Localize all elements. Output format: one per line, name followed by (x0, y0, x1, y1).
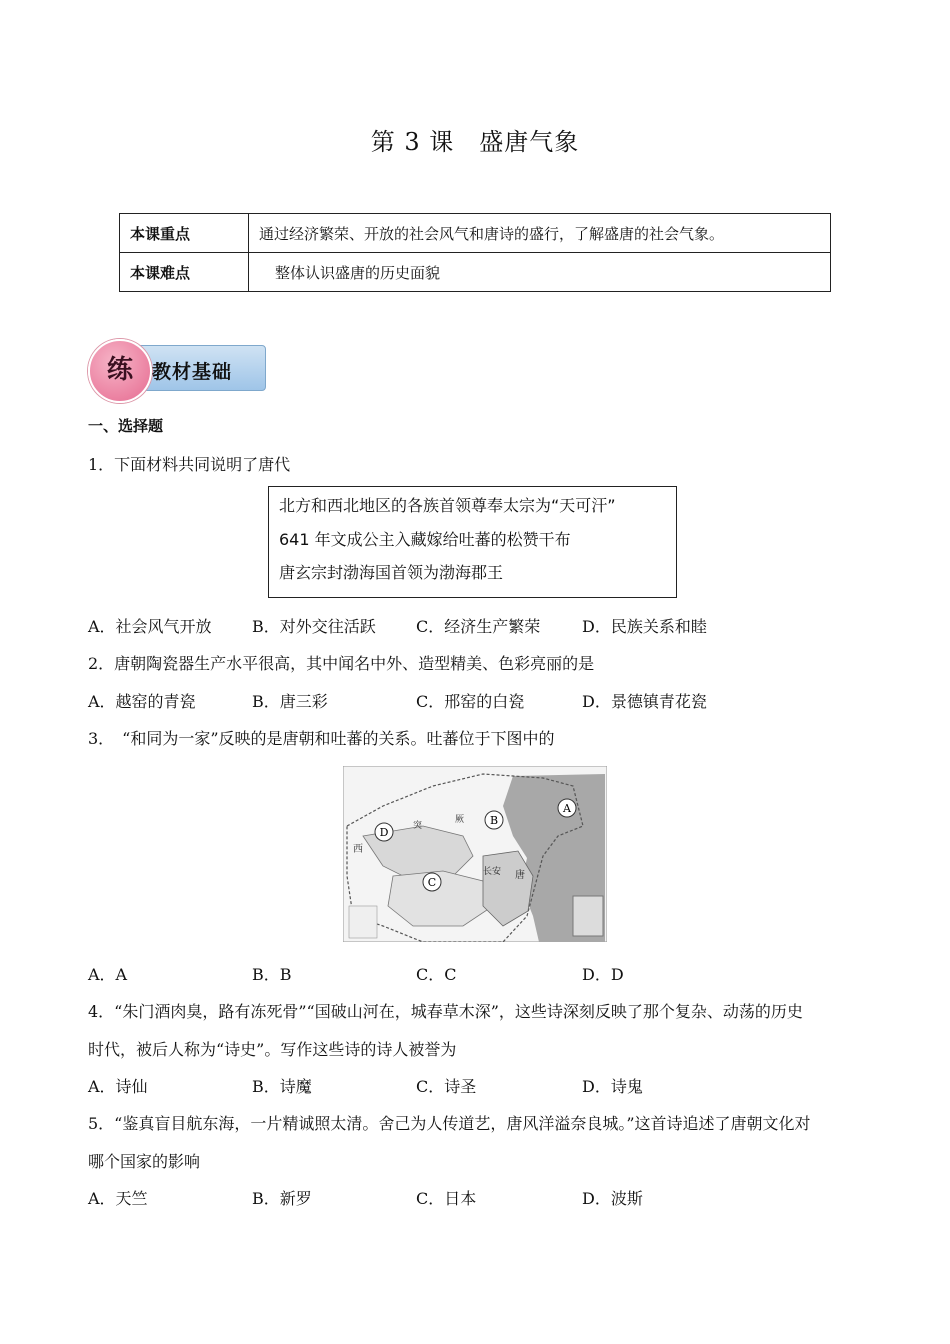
map-label-xi: 西 (353, 844, 363, 855)
option-b[interactable]: B．唐三彩 (252, 692, 328, 711)
option-b[interactable]: B．新罗 (252, 1189, 312, 1208)
map-label-changan: 长安 (483, 867, 502, 877)
option-c[interactable]: C．诗圣 (416, 1077, 477, 1096)
tang-dynasty-map (343, 766, 607, 942)
table-row (120, 253, 831, 292)
key-content: 通过经济繁荣、开放的社会风气和唐诗的盛行，了解盛唐的社会气象。 (249, 214, 831, 253)
material-line: 641 年文成公主入藏嫁给吐蕃的松赞干布 (279, 530, 571, 549)
option-c[interactable]: C．经济生产繁荣 (416, 617, 541, 636)
map-label-d: D (379, 826, 389, 839)
question-5-stem-line-1: 5．“鉴真盲目航东海，一片精诚照太清。舍己为人传道艺，唐风洋溢奈良城。”这首诗追述了唐朝文化对 (88, 1114, 811, 1133)
question-4-stem-line-2: 时代，被后人称为“诗史”。写作这些诗的诗人被誉为 (88, 1040, 457, 1059)
map-label-jue: 厥 (455, 815, 465, 825)
question-5-stem-line-2: 哪个国家的影响 (88, 1152, 201, 1171)
key-label: 本课重点 (120, 214, 249, 253)
question-4-stem-line-1: 4．“朱门酒肉臭，路有冻死骨”“国破山河在，城春草木深”，这些诗深刻反映了那个复杂、动荡的历史 (88, 1002, 803, 1021)
question-3-stem: 3． “和同为一家”反映的是唐朝和吐蕃的关系。吐蕃位于下图中的 (88, 729, 555, 748)
material-line: 唐玄宗封渤海国首领为渤海郡王 (279, 563, 504, 582)
option-a[interactable]: A．越窑的青瓷 (88, 692, 196, 711)
option-d[interactable]: D．D (582, 965, 624, 984)
map-label-a: A (563, 802, 571, 815)
option-a[interactable]: A．诗仙 (88, 1077, 148, 1096)
question-1-stem: 1．下面材料共同说明了唐代 (88, 455, 291, 474)
question-2-stem: 2．唐朝陶瓷器生产水平很高，其中闻名中外、造型精美、色彩亮丽的是 (88, 654, 595, 673)
table-row (120, 214, 831, 253)
option-d[interactable]: D．波斯 (582, 1189, 643, 1208)
option-c[interactable]: C．邢窑的白瓷 (416, 692, 525, 711)
map-label-tujue: 突 (413, 821, 423, 831)
option-c[interactable]: C．C (416, 965, 457, 984)
difficulty-label: 本课难点 (120, 253, 249, 292)
option-b[interactable]: B．B (252, 965, 292, 984)
map-label-b: B (489, 814, 499, 827)
page-title: 第 3 课 盛唐气象 (370, 128, 580, 156)
map-label-c: C (427, 876, 437, 889)
option-c[interactable]: C．日本 (416, 1189, 477, 1208)
option-d[interactable]: D．民族关系和睦 (582, 617, 707, 636)
option-b[interactable]: B．诗魔 (252, 1077, 312, 1096)
difficulty-content: 整体认识盛唐的历史面貌 (249, 253, 831, 292)
option-d[interactable]: D．景德镇青花瓷 (582, 692, 707, 711)
material-box (268, 486, 677, 598)
option-a[interactable]: A．A (88, 965, 128, 984)
lesson-key-table (119, 213, 831, 292)
option-a[interactable]: A．社会风气开放 (88, 617, 212, 636)
option-a[interactable]: A．天竺 (88, 1189, 148, 1208)
option-d[interactable]: D．诗鬼 (582, 1077, 643, 1096)
practice-banner (88, 345, 264, 391)
map-label-tang: 唐 (515, 870, 525, 881)
section-heading: 一、选择题 (88, 417, 164, 435)
material-line: 北方和西北地区的各族首领尊奉太宗为“天可汗” (279, 496, 616, 515)
banner-circle-icon: 练 (88, 339, 152, 403)
option-b[interactable]: B．对外交往活跃 (252, 617, 376, 636)
banner-text: 教材基础 (152, 361, 233, 383)
